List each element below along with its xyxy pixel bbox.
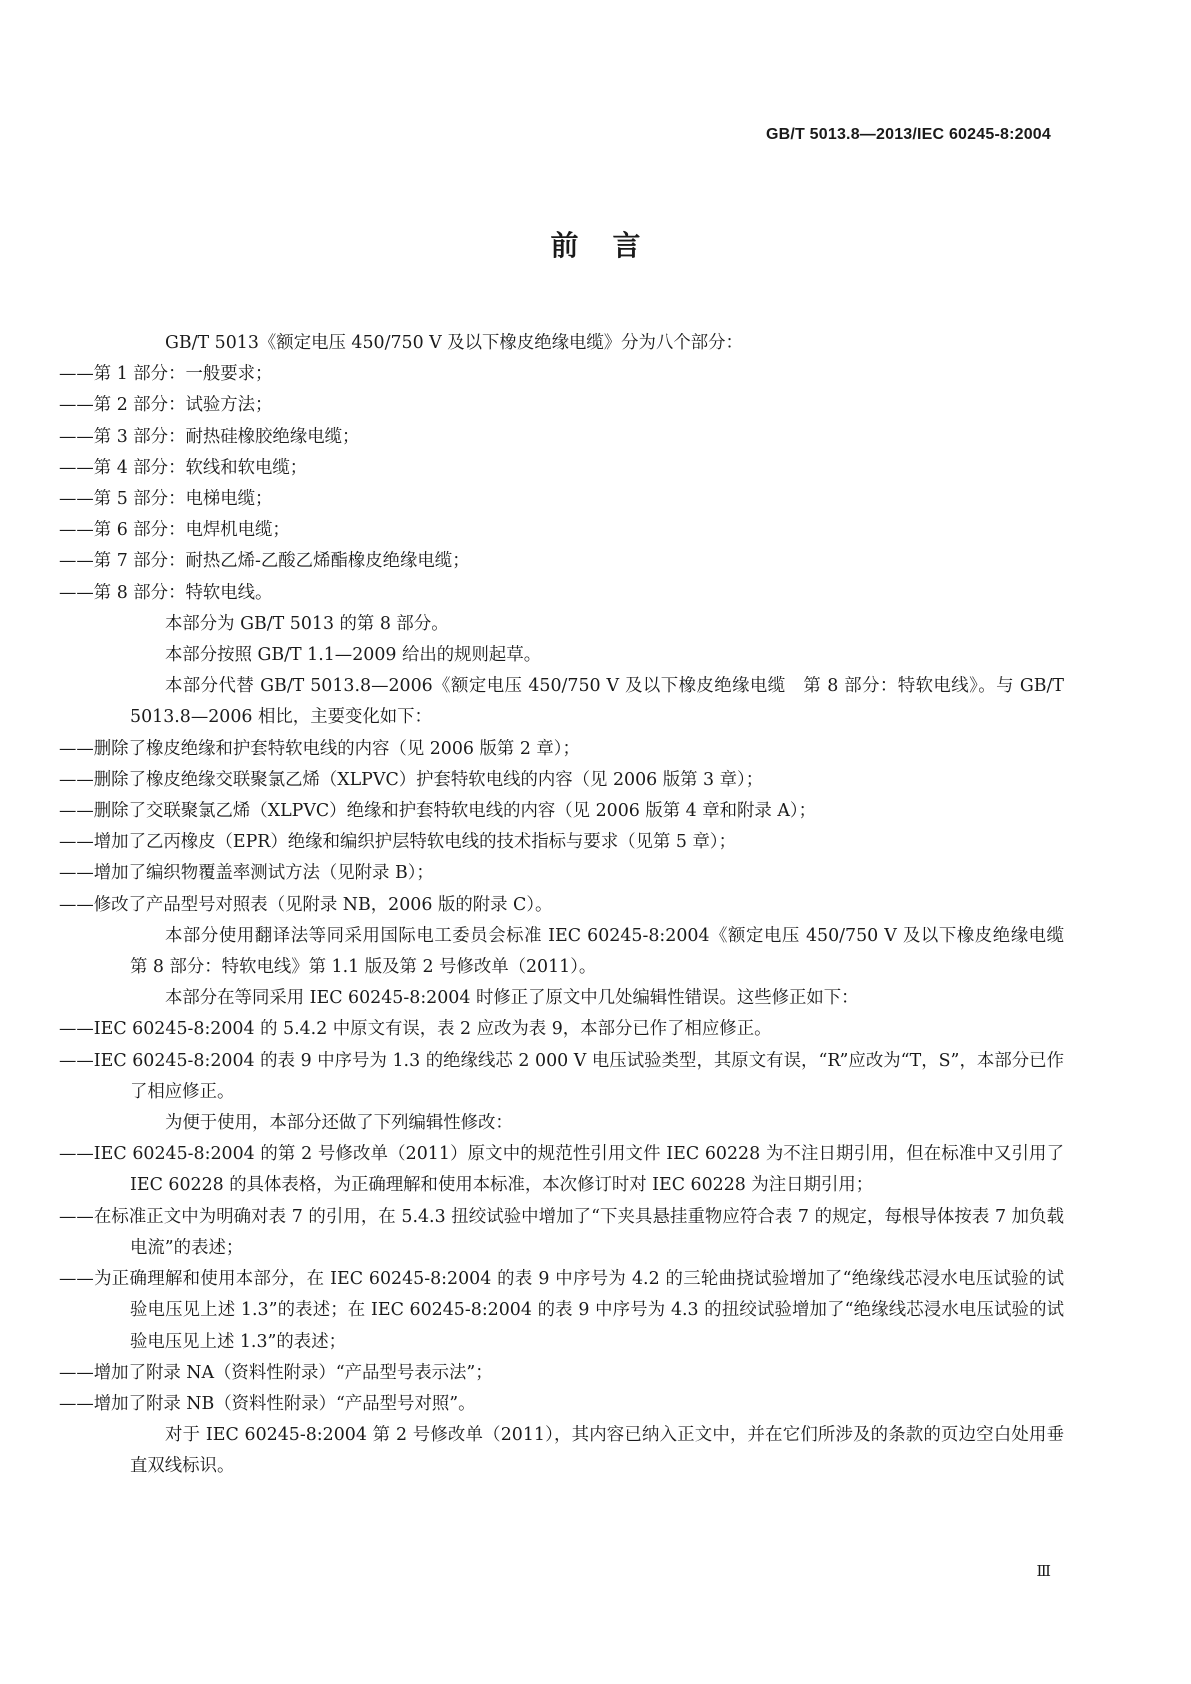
body-paragraph: 本部分按照 GB/T 1.1—2009 给出的规则起草。 [165, 645, 542, 666]
foreword-body [59, 328, 1082, 1483]
list-item: ——增加了附录 NB（资料性附录）“产品型号对照”。 [59, 1393, 476, 1414]
list-item: ——删除了交联聚氯乙烯（XLPVC）绝缘和护套特软电线的内容（见 2006 版第 4 章和附录 A）； [59, 801, 816, 822]
list-item: ——删除了橡皮绝缘交联聚氯乙烯（XLPVC）护套特软电线的内容（见 2006 版第 3 章）； [59, 769, 764, 790]
list-item: ——修改了产品型号对照表（见附录 NB，2006 版的附录 C）。 [59, 894, 553, 915]
list-item: ——第 8 部分：特软电线。 [59, 582, 273, 603]
list-item: ——在标准正文中为明确对表 7 的引用，在 5.4.3 扭绞试验中增加了“下夹具悬挂重物应符合表 7 的规定，每根导体按表 7 加负载电流”的表述； [59, 1206, 1064, 1258]
list-item: ——第 6 部分：电焊机电缆； [59, 520, 290, 541]
list-item: ——第 3 部分：耐热硅橡胶绝缘电缆； [59, 426, 360, 447]
list-item: ——IEC 60245-8:2004 的 5.4.2 中原文有误，表 2 应改为表 9，本部分已作了相应修正。 [59, 1019, 772, 1040]
body-paragraph: 本部分使用翻译法等同采用国际电工委员会标准 IEC 60245-8:2004《额定电压 450/750 V 及以下橡皮绝缘电缆 第 8 部分：特软电线》第 1.1 版及第 2 号修改单（2011）。 [130, 925, 1082, 978]
list-item: ——IEC 60245-8:2004 的表 9 中序号为 1.3 的绝缘线芯 2 000 V 电压试验类型，其原文有误，“R”应改为“T，S”，本部分已作了相应修正。 [59, 1050, 1064, 1102]
list-item: ——增加了附录 NA（资料性附录）“产品型号表示法”； [59, 1362, 493, 1383]
body-paragraph: 本部分代替 GB/T 5013.8—2006《额定电压 450/750 V 及以下橡皮绝缘电缆 第 8 部分：特软电线》。与 GB/T 5013.8—2006 相比，主要变化如下： [130, 676, 1064, 728]
list-item: ——增加了乙丙橡皮（EPR）绝缘和编织护层特软电线的技术指标与要求（见第 5 章）； [59, 832, 736, 853]
list-item: ——IEC 60245-8:2004 的第 2 号修改单（2011）原文中的规范性引用文件 IEC 60228 为不注日期引用，但在标准中又引用了 IEC 60228 的具体表格，为正确理解和使用本标准，本次修订时对 IEC 60228 为注日期引用； [59, 1144, 1064, 1196]
list-item: ——第 4 部分：软线和软电缆； [59, 457, 308, 478]
body-paragraph: 为便于使用，本部分还做了下列编辑性修改： [165, 1113, 513, 1134]
body-paragraph: 本部分在等同采用 IEC 60245-8:2004 时修正了原文中几处编辑性错误。这些修正如下： [165, 988, 859, 1009]
body-paragraph: 对于 IEC 60245-8:2004 第 2 号修改单（2011），其内容已纳入正文中，并在它们所涉及的条款的页边空白处用垂直双线标识。 [130, 1425, 1064, 1477]
list-item: ——第 5 部分：电梯电缆； [59, 489, 273, 510]
body-paragraph: GB/T 5013《额定电压 450/750 V 及以下橡皮绝缘电缆》分为八个部分： [165, 333, 743, 353]
list-item: ——增加了编织物覆盖率测试方法（见附录 B）； [59, 863, 434, 884]
list-item: ——删除了橡皮绝缘和护套特软电线的内容（见 2006 版第 2 章）； [59, 738, 580, 759]
list-item: ——第 2 部分：试验方法； [59, 395, 273, 416]
list-item: ——第 7 部分：耐热乙烯-乙酸乙烯酯橡皮绝缘电缆； [59, 551, 470, 572]
standard-code: GB/T 5013.8—2013/IEC 60245-8:2004 [766, 126, 1051, 143]
page-number: Ⅲ [1036, 1564, 1051, 1580]
list-item: ——第 1 部分：一般要求； [59, 364, 273, 385]
body-paragraph: 本部分为 GB/T 5013 的第 8 部分。 [165, 613, 449, 634]
list-item: ——为正确理解和使用本部分，在 IEC 60245-8:2004 的表 9 中序号为 4.2 的三轮曲挠试验增加了“绝缘线芯浸水电压试验的试验电压见上述 1.3”的表述；在 IEC 60245-8:2004 的表 9 中序号为 4.3 的扭绞试验增加了“绝缘线芯浸水电压试验的试验电压见上述 1.3”的表述； [59, 1269, 1064, 1352]
page-title: 前言 [550, 229, 675, 262]
